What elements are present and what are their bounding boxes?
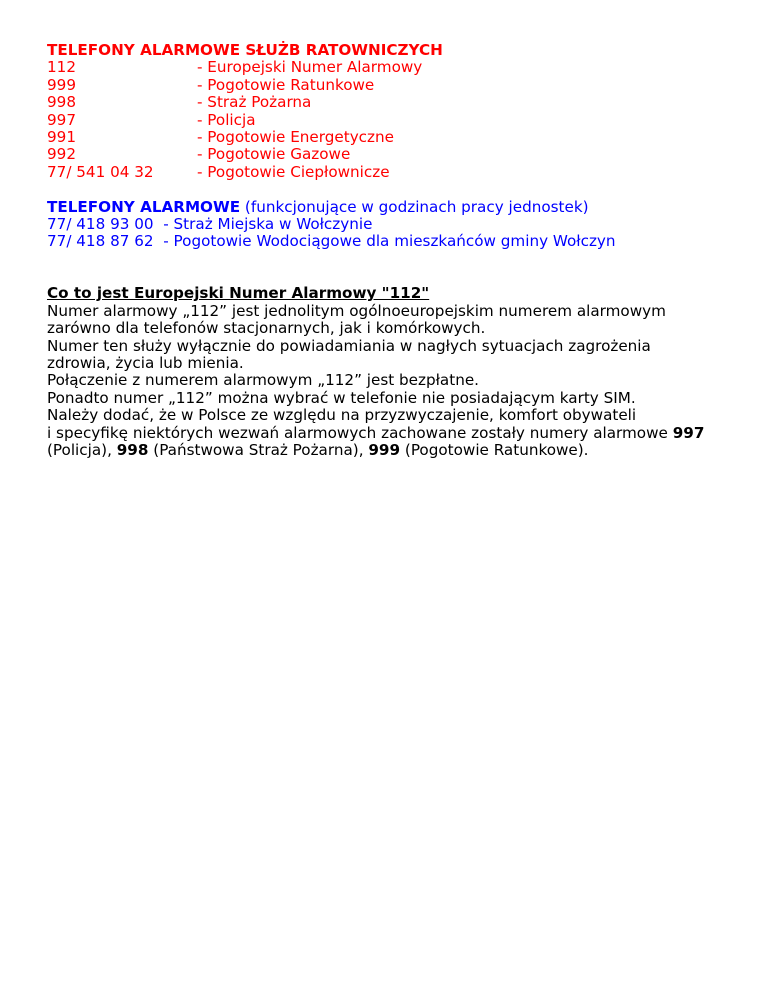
emergency-row [47, 77, 747, 94]
emergency-label: - Pogotowie Ciepłownicze [197, 162, 390, 181]
emergency-label: - Straż Pożarna [197, 93, 312, 112]
info-text: (Pogotowie Ratunkowe). [400, 440, 589, 459]
info-paragraph-line: Numer alarmowy „112” jest jednolitym ogólnoeuropejskim numerem alarmowym [47, 301, 666, 320]
number-999-bold: 999 [368, 440, 401, 459]
spacer [47, 268, 747, 285]
info-text: (Państwowa Straż Pożarna), [148, 440, 369, 459]
local-label: - Straż Miejska w Wołczynie [163, 214, 373, 233]
local-heading-line [47, 199, 747, 216]
emergency-number: 112 [47, 58, 76, 77]
emergency-label: - Europejski Numer Alarmowy [197, 58, 423, 77]
emergency-row [47, 164, 747, 181]
info-paragraph-line: Połączenie z numerem alarmowym „112” jest bezpłatne. [47, 371, 479, 390]
info-paragraph-line: zarówno dla telefonów stacjonarnych, jak i komórkowych. [47, 319, 486, 338]
info-text: (Policja), [47, 440, 117, 459]
number-998-bold: 998 [116, 440, 149, 459]
local-heading-note: (funkcjonujące w godzinach pracy jednostek) [240, 197, 589, 216]
emergency-label: - Pogotowie Gazowe [197, 145, 351, 164]
emergency-section [47, 42, 747, 181]
emergency-number: 997 [47, 110, 76, 129]
info-paragraph-line: Numer ten służy wyłącznie do powiadamiania w nagłych sytuacjach zagrożenia [47, 336, 651, 355]
emergency-number: 991 [47, 127, 76, 146]
local-number: 77/ 418 87 62 [47, 232, 154, 251]
local-heading: TELEFONY ALARMOWE [47, 197, 241, 216]
emergency-row [47, 146, 747, 163]
emergency-number: 999 [47, 75, 76, 94]
info-paragraph-line: Ponadto numer „112” można wybrać w telefonie nie posiadającym karty SIM. [47, 388, 636, 407]
local-row [47, 216, 747, 233]
emergency-heading: TELEFONY ALARMOWE SŁUŻB RATOWNICZYCH [47, 41, 443, 59]
spacer [47, 181, 747, 198]
emergency-label: - Pogotowie Ratunkowe [197, 75, 375, 94]
emergency-row [47, 112, 747, 129]
document-page [47, 42, 747, 459]
emergency-label: - Pogotowie Energetyczne [197, 127, 394, 146]
emergency-row [47, 59, 747, 76]
local-label: - Pogotowie Wodociągowe dla mieszkańców gminy Wołczyn [163, 232, 616, 251]
local-section [47, 199, 747, 251]
info-heading: Co to jest Europejski Numer Alarmowy "112" [47, 284, 430, 303]
number-997-bold: 997 [672, 423, 705, 442]
emergency-number: 77/ 541 04 32 [47, 162, 154, 181]
info-paragraph-line [47, 425, 747, 442]
spacer [47, 251, 747, 268]
local-number: 77/ 418 93 00 [47, 214, 154, 233]
local-row [47, 233, 747, 250]
info-paragraph-line: Należy dodać, że w Polsce ze względu na przyzwyczajenie, komfort obywateli [47, 406, 637, 425]
emergency-number: 998 [47, 93, 76, 112]
info-text: i specyfikę niektórych wezwań alarmowych zachowane zostały numery alarmowe [47, 423, 673, 442]
emergency-number: 992 [47, 145, 76, 164]
info-paragraph-line [47, 442, 747, 459]
emergency-label: - Policja [197, 110, 256, 129]
info-paragraph-line: zdrowia, życia lub mienia. [47, 354, 244, 373]
info-section [47, 285, 747, 459]
emergency-row [47, 94, 747, 111]
emergency-row [47, 129, 747, 146]
